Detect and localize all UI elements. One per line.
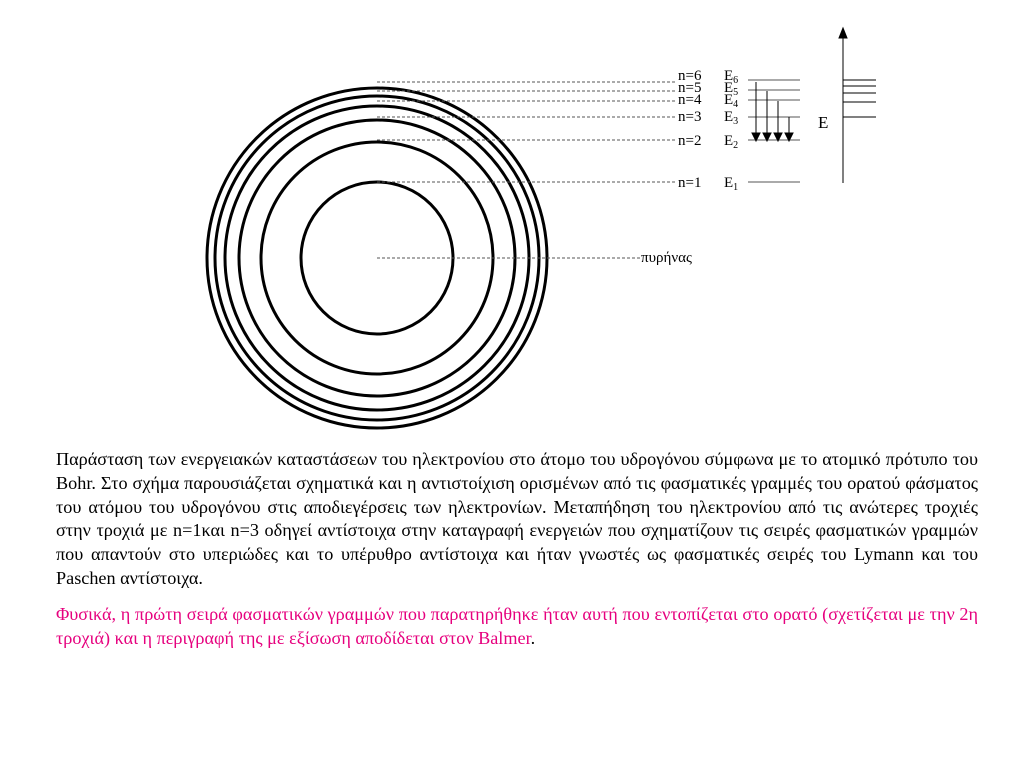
e-label-5-sub: 5: [733, 87, 739, 98]
n-label-1: n=1: [678, 175, 702, 191]
caption-paragraph-2-period: .: [530, 627, 536, 648]
energy-axis: [839, 28, 876, 183]
n-label-6: n=6: [678, 68, 702, 84]
e-label-2-main: E: [724, 133, 734, 149]
caption-paragraph-1: Παράσταση των ενεργειακών καταστάσεων του ηλεκτρονίου στο άτομο του υδρογόνου σύμφωνα με το ατομικό πρότυπο του Bohr. Στο σχήμα παρουσιάζεται σχηματικά και η αντιστοίχιση ορισμένων από τις φασματικές γραμμές του ορατού φάσματος του ατόμου του υδρογόνου στις αποδιεγέρσεις των ηλεκτρονίων. Μεταπήδηση του ηλεκτρονίου από τις ανώτερες τροχιές στην τροχιά με n=1και n=3 οδηγεί αντίστοιχα στην καταγραφή ενεργειών που σχηματίζουν τις σειρές φασματικών γραμμών που απαντούν στο υπεριώδες και το υπέρυθρο αντίστοιχα και ήταν γνωστές ως φασματικές σειρές του Lymann και του Paschen αντίστοιχα.: [56, 449, 978, 588]
e-label-1: [724, 175, 738, 193]
e-label-4-sub: 4: [733, 99, 739, 110]
energy-axis-arrowhead: [839, 28, 847, 38]
e-label-2: [724, 133, 738, 151]
n-label-4: n=4: [678, 92, 702, 108]
e-label-5-main: E: [724, 80, 734, 96]
caption: [56, 448, 978, 650]
caption-paragraph-2-text: Φυσικά, η πρώτη σειρά φασματικών γραμμών που παρατηρήθηκε ήταν αυτή που εντοπίζεται στο ορατό (σχετίζεται με την 2η τροχιά) και η περιγραφή της με εξίσωση αποδίδεται στον Balmer: [56, 603, 978, 648]
e-label-4-main: E: [724, 92, 734, 108]
n-labels: [678, 68, 702, 191]
e-label-6-main: E: [724, 68, 734, 84]
caption-paragraph-2: [56, 603, 978, 651]
e-label-3-sub: 3: [733, 116, 739, 127]
e-label-1-main: E: [724, 175, 734, 191]
n-label-2: n=2: [678, 133, 702, 149]
energy-labels: [724, 68, 738, 193]
e-label-3-main: E: [724, 109, 734, 125]
n-label-5: n=5: [678, 80, 702, 96]
energy-axis-label: E: [818, 113, 829, 132]
e-label-2-sub: 2: [733, 140, 739, 151]
e-label-1-sub: 1: [733, 182, 739, 193]
transition-arrows: [752, 82, 793, 141]
e-label-3: [724, 109, 738, 127]
e-label-6-sub: 6: [733, 75, 739, 86]
nucleus-label: πυρήνας: [641, 250, 692, 266]
n-label-3: n=3: [678, 109, 702, 125]
